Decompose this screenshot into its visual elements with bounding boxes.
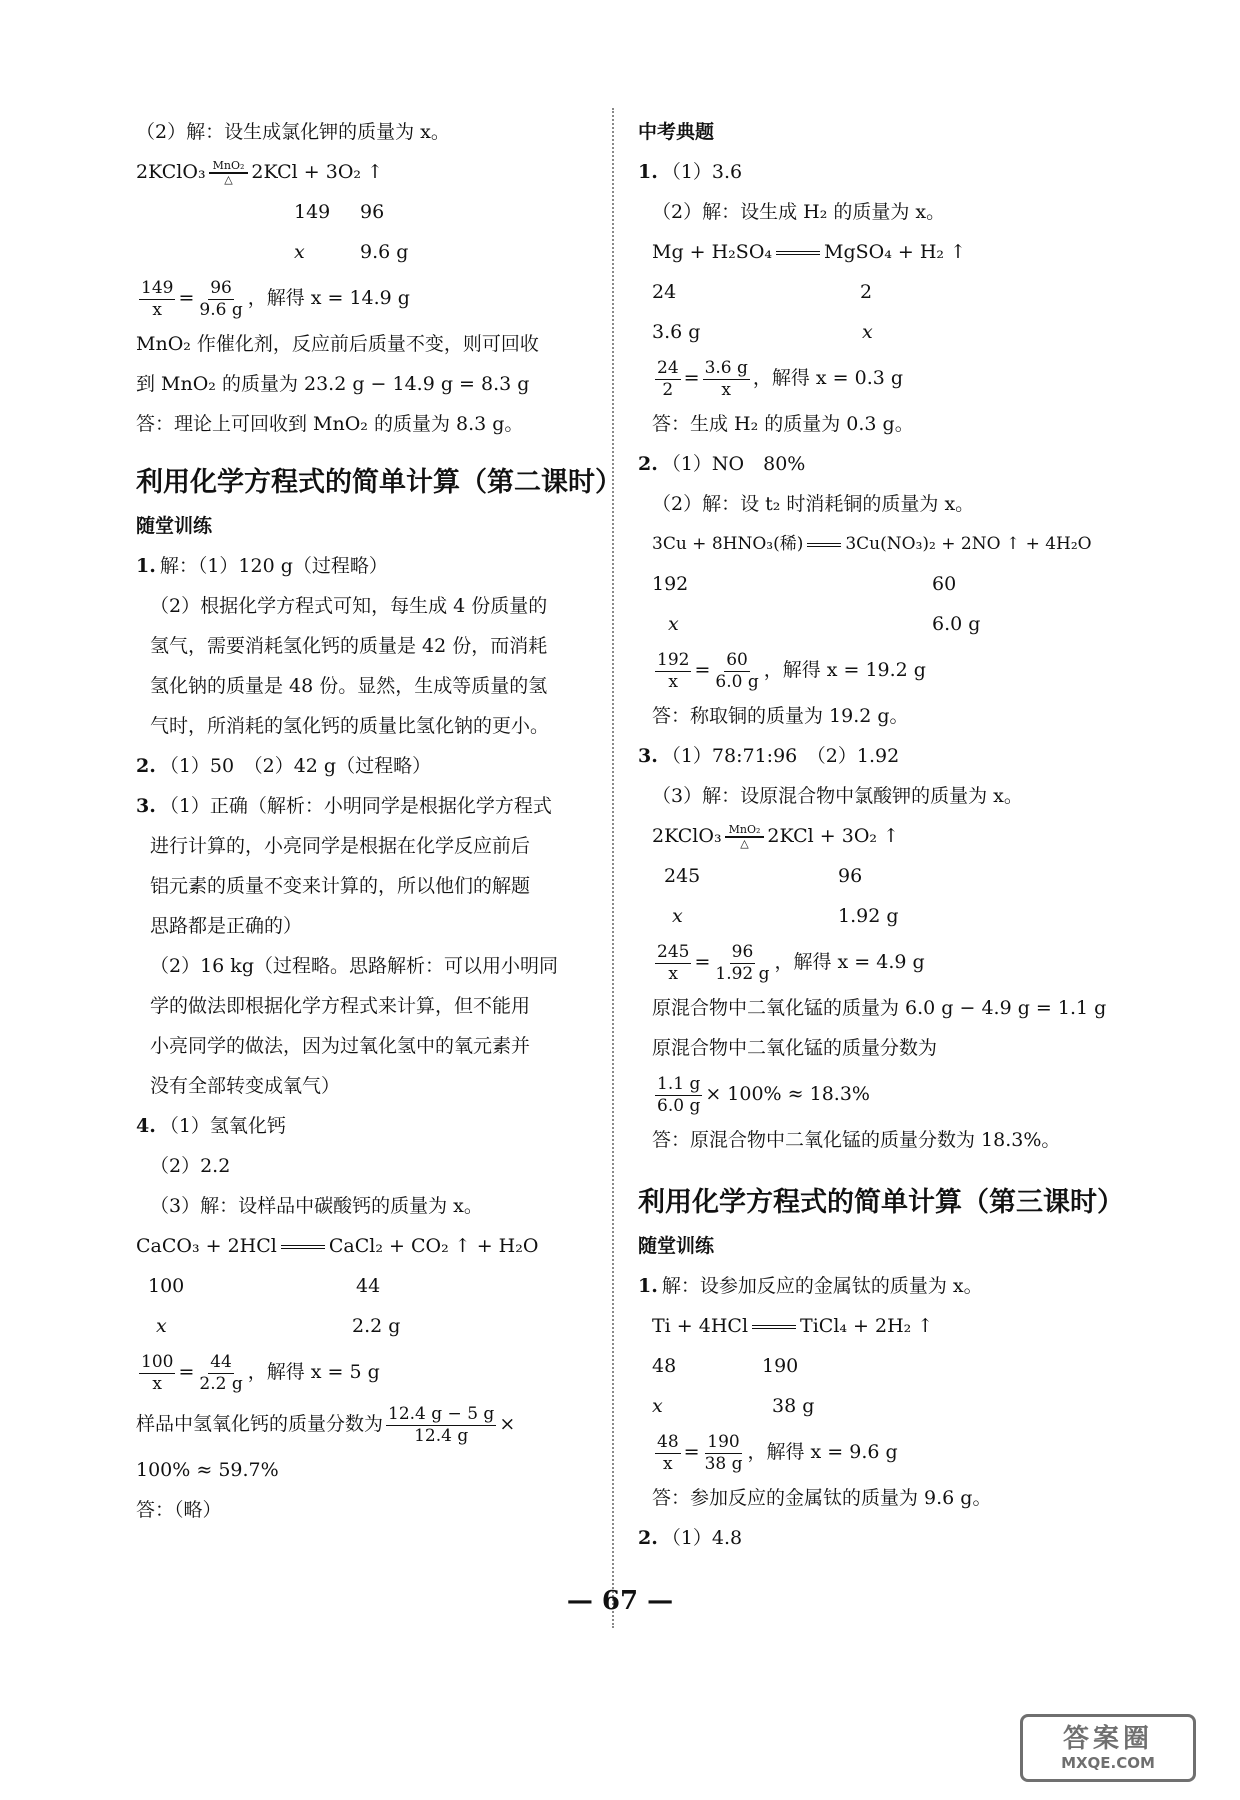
question-1: 1. （1）3.6 [638,161,743,183]
mass-row: x 6.0 g [668,613,981,635]
reaction-arrow: MnO₂ △ [725,824,765,850]
subsection-header: 中考典题 [638,121,715,143]
equals-sign [807,543,841,547]
mass-row: 48 190 [652,1355,799,1377]
answer-line: 答：参加反应的金属钛的质量为 9.6 g。 [652,1487,992,1509]
mass-row: 24 2 [652,281,873,303]
question-2: 2. （1）NO 80% [638,453,806,475]
question-1: 1. 解：（1）120 g（过程略） [136,555,388,577]
page-number: — 67 — [566,1586,674,1616]
question-2: 2. （1）50 （2）42 g（过程略） [136,755,432,777]
text-line: 气时，所消耗的氢化钙的质量比氢化钠的更小。 [150,715,550,737]
section-title: 利用化学方程式的简单计算（第二课时） [136,467,622,498]
equation-line: 3Cu + 8HNO₃(稀) 3Cu(NO₃)₂ + 2NO ↑ + 4H₂O [652,534,1092,554]
answer-line: 答：生成 H₂ 的质量为 0.3 g。 [652,413,914,435]
fraction-line: $\frac{1.1 g}{6.0 g}$ × 100% ≈ 18.3% [657,1073,870,1116]
answer-line: 答：（略） [136,1499,222,1521]
mass-row: x 9.6 g [294,241,409,263]
equation-line: 2KClO₃ MnO₂ △ 2KCl + 3O₂ ↑ [136,159,384,186]
equation-line: Ti + 4HCl TiCl₄ + 2H₂ ↑ [652,1315,934,1337]
text-line: （2）解：设生成 H₂ 的质量为 x。 [652,201,946,223]
mass-row: 192 60 [652,573,957,595]
proportion-line: $\frac{149}{x}$ = $\frac{96}{9.6 g}$ ，解得 x = 14.9 g [141,277,410,320]
equation-line: Mg + H₂SO₄ MgSO₄ + H₂ ↑ [652,241,966,263]
text-line: MnO₂ 作催化剂，反应前后质量不变，则可回收 [136,333,539,355]
mass-row: 100 44 [148,1275,381,1297]
fraction-line: 样品中氢氧化钙的质量分数为 $\frac{12.4 g - 5 g}{12.4 g}$ × [136,1403,516,1446]
subsection-header: 随堂训练 [638,1235,715,1257]
answer-line: 答：原混合物中二氧化锰的质量分数为 18.3%。 [652,1129,1061,1151]
text-line: （3）解：设原混合物中氯酸钾的质量为 x。 [652,785,1023,807]
reaction-arrow: MnO₂ △ [209,160,249,186]
proportion-line: $\frac{24}{2}$ = $\frac{3.6 g}{x}$ ，解得 x = 0.3 g [657,357,904,400]
text-line: 原混合物中二氧化锰的质量分数为 [652,1037,938,1059]
mass-row: 149 96 [294,201,385,223]
text-line: 100% ≈ 59.7% [136,1459,279,1481]
mass-row: x 38 g [652,1395,815,1417]
mass-row: x 1.92 g [672,905,899,927]
text-line: 小亮同学的做法，因为过氧化氢中的氧元素并 [150,1035,531,1057]
question-3: 3. （1）正确（解析：小明同学是根据化学方程式 [136,795,552,817]
question-1: 1. 解：设参加反应的金属钛的质量为 x。 [638,1275,983,1297]
equation-line: CaCO₃ + 2HCl CaCl₂ + CO₂ ↑ + H₂O [136,1235,539,1257]
answer-line: 答：理论上可回收到 MnO₂ 的质量为 8.3 g。 [136,413,524,435]
watermark-logo: 答案圈 MXQE.COM [1020,1714,1196,1782]
mass-row: 245 96 [664,865,863,887]
text-line: 氢气，需要消耗氢化钙的质量是 42 份，而消耗 [150,635,548,657]
text-line: （2）2.2 [150,1155,231,1177]
equals-sign [776,251,820,255]
subsection-header: 随堂训练 [136,515,213,537]
text-line: （2）16 kg（过程略。思路解析：可以用小明同 [150,955,558,977]
text-line: （2）解：设生成氯化钾的质量为 x。 [136,121,450,143]
text-line: 原混合物中二氧化锰的质量为 6.0 g − 4.9 g = 1.1 g [652,997,1107,1019]
proportion-line: $\frac{245}{x}$ = $\frac{96}{1.92 g}$ ，解得 x = 4.9 g [657,941,925,984]
equals-sign [281,1245,325,1249]
question-2: 2. （1）4.8 [638,1527,743,1549]
text-line: （2）解：设 t₂ 时消耗铜的质量为 x。 [652,493,975,515]
proportion-line: $\frac{48}{x}$ = $\frac{190}{38 g}$ ，解得 x = 9.6 g [657,1431,898,1474]
text-line: 学的做法即根据化学方程式来计算，但不能用 [150,995,531,1017]
question-3: 3. （1）78:71:96 （2）1.92 [638,745,900,767]
column-divider [612,108,614,1628]
text-line: 铝元素的质量不变来计算的，所以他们的解题 [150,875,531,897]
text-line: 进行计算的，小亮同学是根据在化学反应前后 [150,835,531,857]
text-line: 思路都是正确的） [150,915,303,937]
text-line: 没有全部转变成氧气） [150,1075,341,1097]
proportion-line: $\frac{192}{x}$ = $\frac{60}{6.0 g}$ ，解得 x = 19.2 g [657,649,926,692]
text-line: 到 MnO₂ 的质量为 23.2 g − 14.9 g = 8.3 g [136,373,530,395]
mass-row: 3.6 g x [652,321,873,343]
text-line: （2）根据化学方程式可知，每生成 4 份质量的 [150,595,548,617]
right-column [638,112,1128,1558]
equals-sign [752,1325,796,1329]
mass-row: x 2.2 g [156,1315,401,1337]
question-4: 4. （1）氢氧化钙 [136,1115,286,1137]
answer-line: 答：称取铜的质量为 19.2 g。 [652,705,909,727]
equation-line: 2KClO₃ MnO₂ △ 2KCl + 3O₂ ↑ [652,823,900,850]
left-column [136,112,622,1530]
proportion-line: $\frac{100}{x}$ = $\frac{44}{2.2 g}$ ，解得 x = 5 g [141,1351,380,1394]
text-line: 氢化钠的质量是 48 份。显然，生成等质量的氢 [150,675,548,697]
section-title: 利用化学方程式的简单计算（第三课时） [638,1187,1124,1218]
text-line: （3）解：设样品中碳酸钙的质量为 x。 [150,1195,483,1217]
